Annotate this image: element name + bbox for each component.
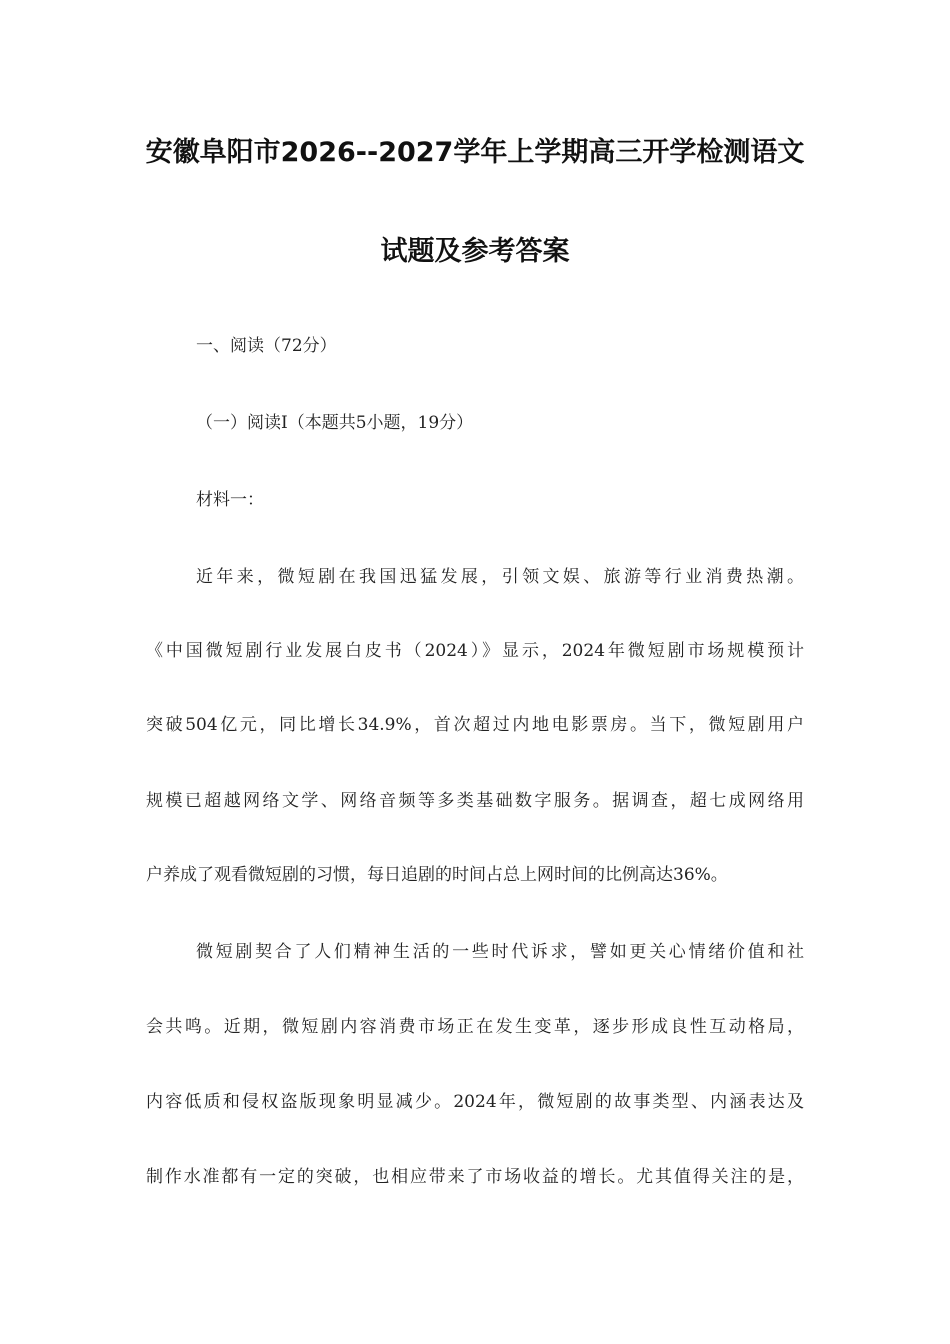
subsection-heading: （一）阅读I（本题共5小题，19分） (196, 413, 474, 433)
paragraph-1-line-2: 《中国微短剧行业发展白皮书（2024）》显示，2024年微短剧市场规模预计 (146, 641, 804, 661)
paragraph-2-line-4: 制作水准都有一定的突破，也相应带来了市场收益的增长。尤其值得关注的是， (146, 1167, 804, 1187)
material-label: 材料一： (196, 490, 264, 510)
paragraph-1-line-4: 规模已超越网络文学、网络音频等多类基础数字服务。据调查，超七成网络用 (146, 791, 804, 811)
paragraph-2-line-3: 内容低质和侵权盗版现象明显减少。2024年，微短剧的故事类型、内涵表达及 (146, 1092, 804, 1112)
paragraph-1-line-1: 近年来，微短剧在我国迅猛发展，引领文娱、旅游等行业消费热潮。 (196, 567, 804, 587)
section-heading: 一、阅读（72分） (196, 336, 337, 356)
paragraph-2-line-2: 会共鸣。近期，微短剧内容消费市场正在发生变革，逐步形成良性互动格局， (146, 1017, 804, 1037)
document-title-line-1: 安徽阜阳市2026--2027学年上学期高三开学检测语文 (145, 137, 805, 168)
paragraph-2-line-1: 微短剧契合了人们精神生活的一些时代诉求，譬如更关心情绪价值和社 (196, 942, 804, 962)
paragraph-1-line-5: 户养成了观看微短剧的习惯，每日追剧的时间占总上网时间的比例高达36%。 (146, 865, 728, 885)
document-title-line-2: 试题及参考答案 (380, 236, 570, 267)
paragraph-1-line-3: 突破504亿元，同比增长34.9%，首次超过内地电影票房。当下，微短剧用户 (146, 715, 804, 735)
